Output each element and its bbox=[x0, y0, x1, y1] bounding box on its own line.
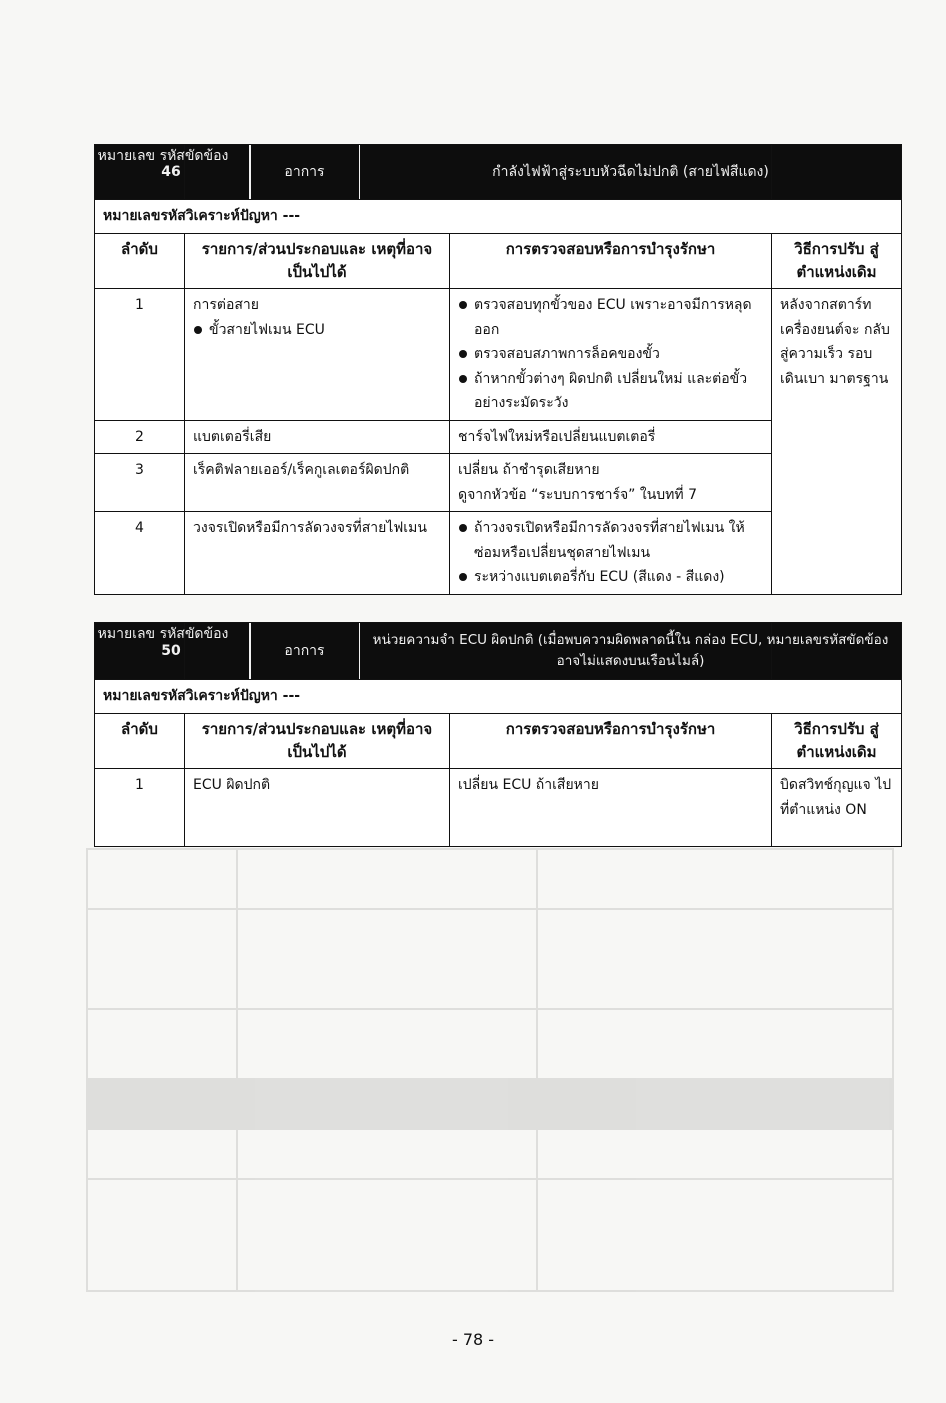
reset-cell: บิดสวิทช์กุญแจ ไปที่ตำแหน่ง ON bbox=[772, 769, 902, 847]
check-bullet: ตรวจสอบทุกขั้วของ ECU เพราะอาจมีการหลุดออก bbox=[458, 293, 763, 342]
col-item: รายการ/ส่วนประกอบและ เหตุที่อาจเป็นไปได้ bbox=[185, 233, 450, 289]
check-bullet: ตรวจสอบสภาพการล็อคของขั้ว bbox=[458, 342, 763, 367]
column-header-row bbox=[95, 713, 902, 769]
dtc-header-row bbox=[95, 145, 902, 200]
code-label: หมายเลข รหัสขัดข้อง bbox=[95, 623, 185, 680]
code-value: 46 bbox=[161, 163, 181, 180]
table-row: 3 เร็คติฟลายเออร์/เร็คกูเลเตอร์ผิดปกติ เปลี่ยน ถ้าชำรุดเสียหาย ดูจากหัวข้อ “ระบบการชาร์จ” ในบทที่ 7 bbox=[95, 454, 902, 512]
table-row: 1 ECU ผิดปกติ เปลี่ยน ECU ถ้าเสียหาย บิดสวิทช์กุญแจ ไปที่ตำแหน่ง ON bbox=[95, 769, 902, 847]
col-order: ลำดับ bbox=[95, 233, 185, 289]
symptom-label: อาการ bbox=[284, 642, 325, 659]
col-check: การตรวจสอบหรือการบำรุงรักษา bbox=[450, 713, 772, 769]
bleed-through-shadow bbox=[86, 848, 894, 1292]
check-bullet: ถ้าหากขั้วต่างๆ ผิดปกติ เปลี่ยนใหม่ และต่อขั้วอย่างระมัดระวัง bbox=[458, 367, 763, 416]
diagnosis-label: หมายเลขรหัสวิเคราะห์ปัญหา --- bbox=[95, 680, 902, 714]
diagnosis-row bbox=[95, 200, 902, 234]
table-row: 2 แบตเตอรี่เสีย ชาร์จไฟใหม่หรือเปลี่ยนแบตเตอรี่ bbox=[95, 420, 902, 454]
diagnosis-row bbox=[95, 680, 902, 714]
item-bullet: ขั้วสายไฟเมน ECU bbox=[193, 318, 441, 343]
page-number: - 78 - bbox=[451, 1330, 495, 1349]
item-text: การต่อสาย bbox=[193, 297, 259, 313]
check-bullet: ถ้าวงจรเปิดหรือมีการลัดวงจรที่สายไฟเมน ให้ซ่อมหรือเปลี่ยนชุดสายไฟเมน bbox=[458, 516, 763, 565]
col-reset: วิธีการปรับ สู่ตำแหน่งเดิม bbox=[772, 233, 902, 289]
dtc-table-50 bbox=[94, 622, 902, 847]
code-symptom-cell bbox=[161, 623, 889, 680]
symptom-text: หน่วยความจำ ECU ผิดปกติ (เมื่อพบความผิดพลาดนี้ใน กล่อง ECU, หมายเลขรหัสขัดข้องอาจไม่แสดงบนเรือนไมล์) bbox=[372, 632, 889, 669]
symptom-text: กำลังไฟฟ้าสู่ระบบหัวฉีดไม่ปกติ (สายไฟสีแดง) bbox=[492, 163, 769, 180]
diagnosis-label: หมายเลขรหัสวิเคราะห์ปัญหา --- bbox=[95, 200, 902, 234]
table-row: 4 วงจรเปิดหรือมีการลัดวงจรที่สายไฟเมน ถ้าวงจรเปิดหรือมีการลัดวงจรที่สายไฟเมน ให้ซ่อมหรือเปลี่ยนชุดสายไฟเมน ระหว่างแบตเตอรี่กับ ECU (สีแดง - สีแดง) bbox=[95, 512, 902, 595]
col-reset: วิธีการปรับ สู่ตำแหน่งเดิม bbox=[772, 713, 902, 769]
code-value: 50 bbox=[161, 642, 181, 659]
code-label: หมายเลข รหัสขัดข้อง bbox=[95, 145, 185, 200]
col-check: การตรวจสอบหรือการบำรุงรักษา bbox=[450, 233, 772, 289]
dtc-header-row bbox=[95, 623, 902, 680]
col-order: ลำดับ bbox=[95, 713, 185, 769]
column-header-row bbox=[95, 233, 902, 289]
check-bullet: ระหว่างแบตเตอรี่กับ ECU (สีแดง - สีแดง) bbox=[458, 565, 763, 590]
dtc-table-46 bbox=[94, 144, 902, 595]
col-item: รายการ/ส่วนประกอบและ เหตุที่อาจเป็นไปได้ bbox=[185, 713, 450, 769]
symptom-label: อาการ bbox=[284, 163, 325, 180]
reset-cell: หลังจากสตาร์ท เครื่องยนต์จะ กลับสู่ความเร็ว รอบเดินเบา มาตรฐาน bbox=[772, 289, 902, 595]
table-row: 1 การต่อสาย ขั้วสายไฟเมน ECU ตรวจสอบทุกขั้วของ ECU เพราะอาจมีการหลุดออก ตรวจสอบสภาพการล็อคของขั้ว ถ้าหากขั้วต่างๆ ผิดปกติ เปลี่ยนใหม่ และต่อขั้วอย่างระมัดระวัง หลังจากสตาร์ท เครื่องยนต์จะ กลับสู่ความเร็ว รอบเดินเบา มาตรฐาน bbox=[95, 289, 902, 421]
